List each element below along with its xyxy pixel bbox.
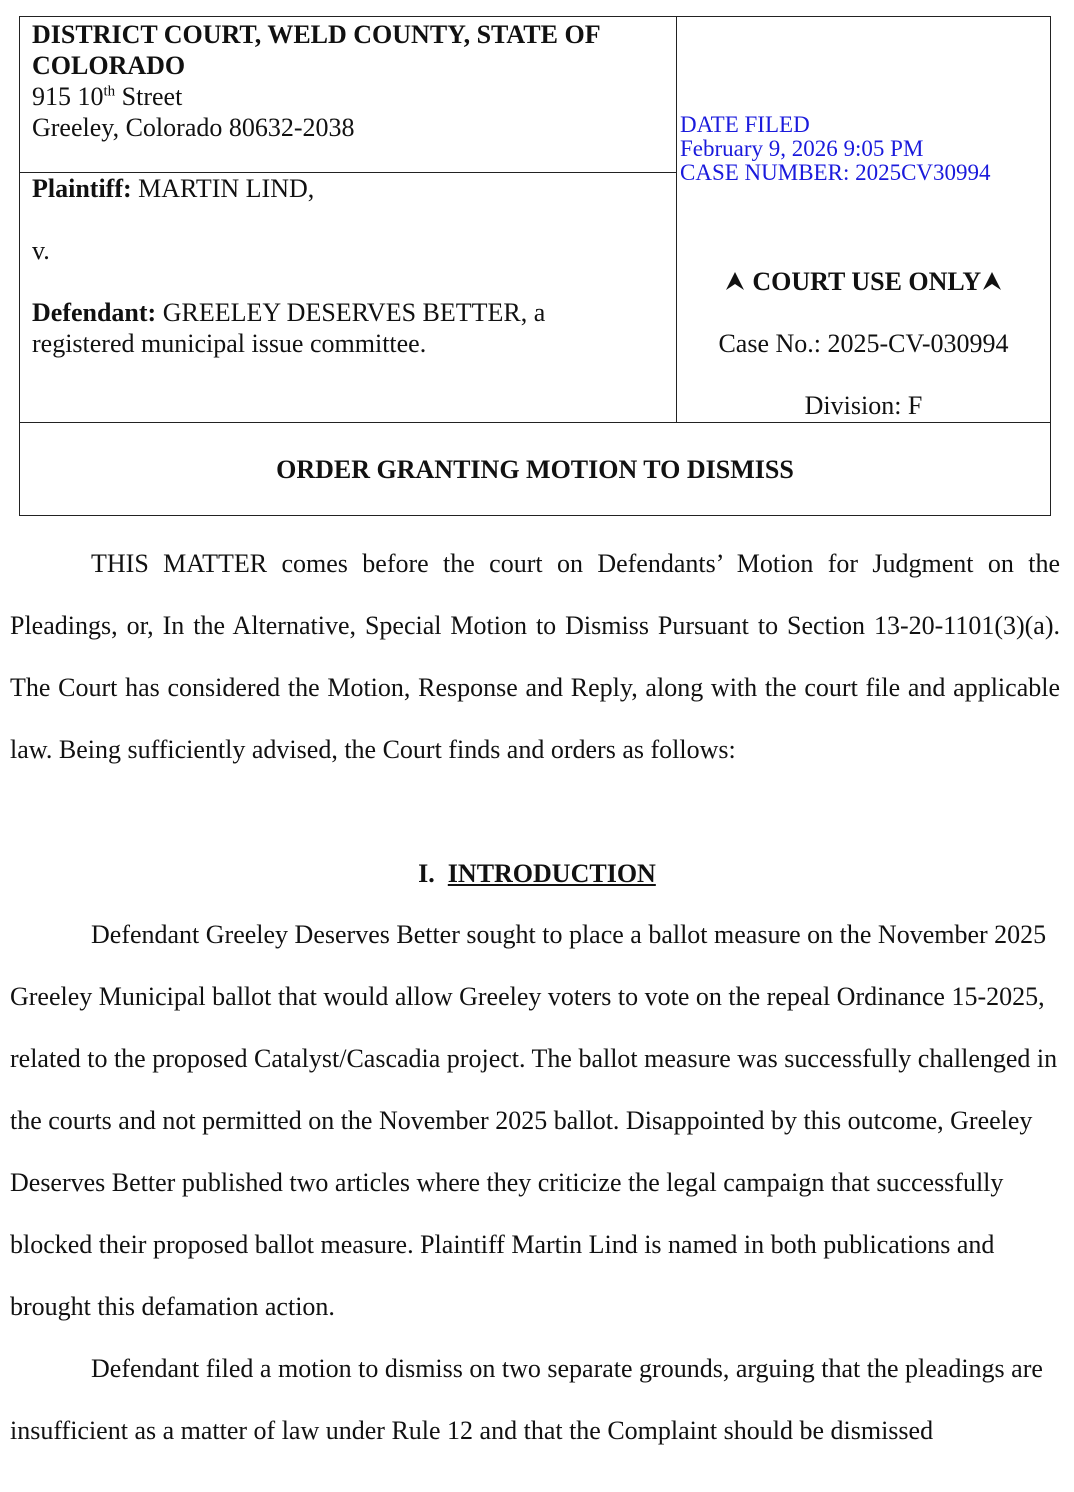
up-arrow-icon	[724, 271, 746, 291]
order-title: ORDER GRANTING MOTION TO DISMISS	[20, 422, 1050, 515]
defendant-line: Defendant: GREELEY DESERVES BETTER, a	[32, 298, 546, 327]
plaintiff-line: Plaintiff: MARTIN LIND,	[32, 174, 315, 203]
division: Division: F	[804, 391, 923, 420]
case-number-stamp: CASE NUMBER: 2025CV30994	[680, 160, 991, 185]
case-caption-table	[19, 16, 1051, 516]
date-filed-label: DATE FILED	[680, 112, 810, 137]
court-use-only: COURT USE ONLY	[677, 267, 1050, 297]
paragraph-2: Defendant Greeley Deserves Better sought to place a ballot measure on the November 2025 Greeley Municipal ballot that would allow Greeley voters to vote on the repeal Ordinance 15-2025, related to the proposed Catalyst/Cascadia project. The ballot measure was successfully challenged in the courts and not permitted on the November 2025 ballot. Disappointed by this outcome, Greeley Deserves Better published two articles where they criticize the legal campaign that successfully blocked their proposed ballot measure. Plaintiff Martin Lind is named in both publications and brought this defamation action.	[10, 920, 1058, 1321]
defendant-description: registered municipal issue committee.	[32, 329, 427, 358]
filing-stamp	[680, 113, 991, 185]
up-arrow-icon	[981, 271, 1003, 291]
intro-paragraph-block	[10, 533, 1060, 781]
section-heading: I. INTRODUCTION	[418, 859, 656, 888]
court-info-cell	[20, 17, 677, 173]
date-filed-value: February 9, 2026 9:05 PM	[680, 136, 924, 161]
paragraph-3: Defendant filed a motion to dismiss on two separate grounds, arguing that the pleadings are insufficient as a matter of law under Rule 12 and that the Complaint should be dismissed	[10, 1354, 1043, 1445]
court-address: 915 10th Street Greeley, Colorado 80632-2038	[32, 82, 355, 142]
court-use-cell	[677, 17, 1050, 422]
section-heading-text: INTRODUCTION	[447, 859, 656, 888]
paragraph-1: THIS MATTER comes before the court on Defendants’ Motion for Judgment on the Pleadings, or, In the Alternative, Special Motion to Dismiss Pursuant to Section 13-20-1101(3)(a). The Court has considered the Motion, Response and Reply, along with the court file and applicable law. Being sufficiently advised, the Court finds and orders as follows:	[10, 549, 1060, 764]
court-name: DISTRICT COURT, WELD COUNTY, STATE OF COLORADO	[32, 20, 601, 80]
introduction-block	[10, 904, 1058, 1462]
parties-cell	[20, 173, 677, 422]
versus: v.	[32, 236, 50, 265]
case-number: Case No.: 2025-CV-030994	[718, 329, 1009, 358]
